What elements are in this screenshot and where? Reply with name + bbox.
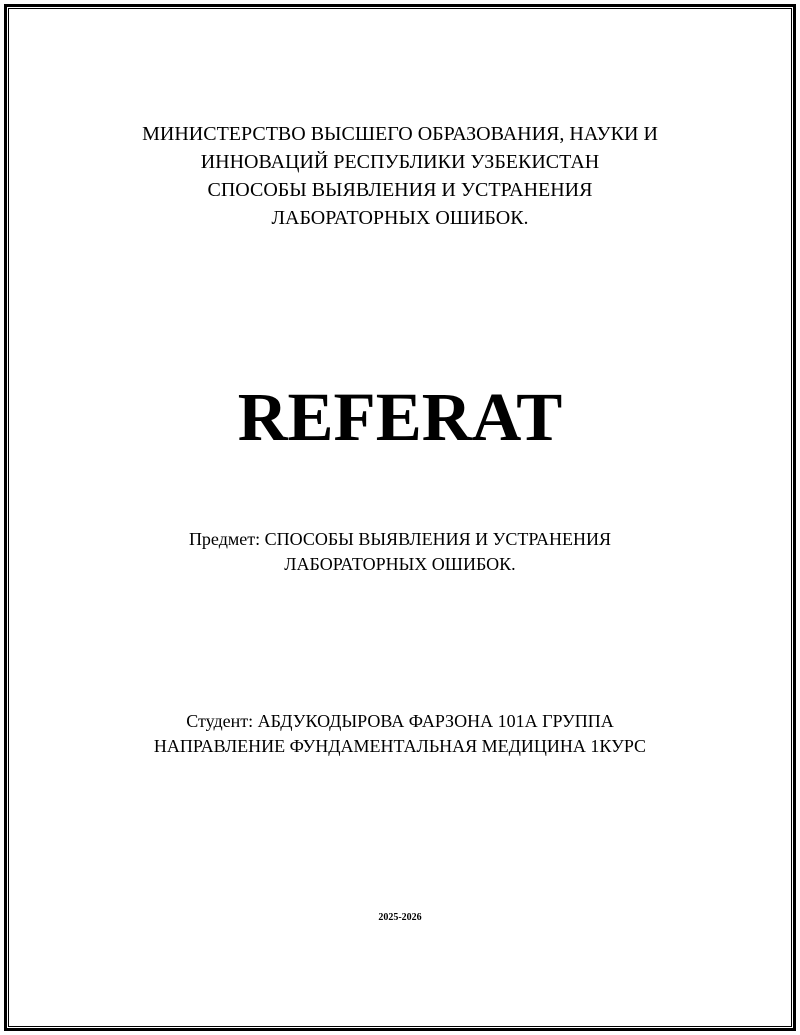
header-line: МИНИСТЕРСТВО ВЫСШЕГО ОБРАЗОВАНИЯ, НАУКИ И <box>142 123 658 145</box>
subject-info <box>0 527 800 577</box>
student-info <box>0 709 800 759</box>
academic-year: 2025-2026 <box>378 912 422 923</box>
student-line: Студент: АБДУКОДЫРОВА ФАРЗОНА 101А ГРУППА <box>186 711 614 731</box>
student-line: НАПРАВЛЕНИЕ ФУНДАМЕНТАЛЬНАЯ МЕДИЦИНА 1КУРС <box>153 736 647 756</box>
header-line: СПОСОБЫ ВЫЯВЛЕНИЯ И УСТРАНЕНИЯ <box>207 179 593 201</box>
header-line: ЛАБОРАТОРНЫХ ОШИБОК. <box>271 207 529 229</box>
header-line: ИННОВАЦИЙ РЕСПУБЛИКИ УЗБЕКИСТАН <box>200 151 600 173</box>
document-title: REFERAT <box>237 379 563 455</box>
subject-line: ЛАБОРАТОРНЫХ ОШИБОК. <box>284 554 516 574</box>
ministry-header <box>0 120 800 232</box>
subject-line: Предмет: СПОСОБЫ ВЫЯВЛЕНИЯ И УСТРАНЕНИЯ <box>188 529 612 549</box>
